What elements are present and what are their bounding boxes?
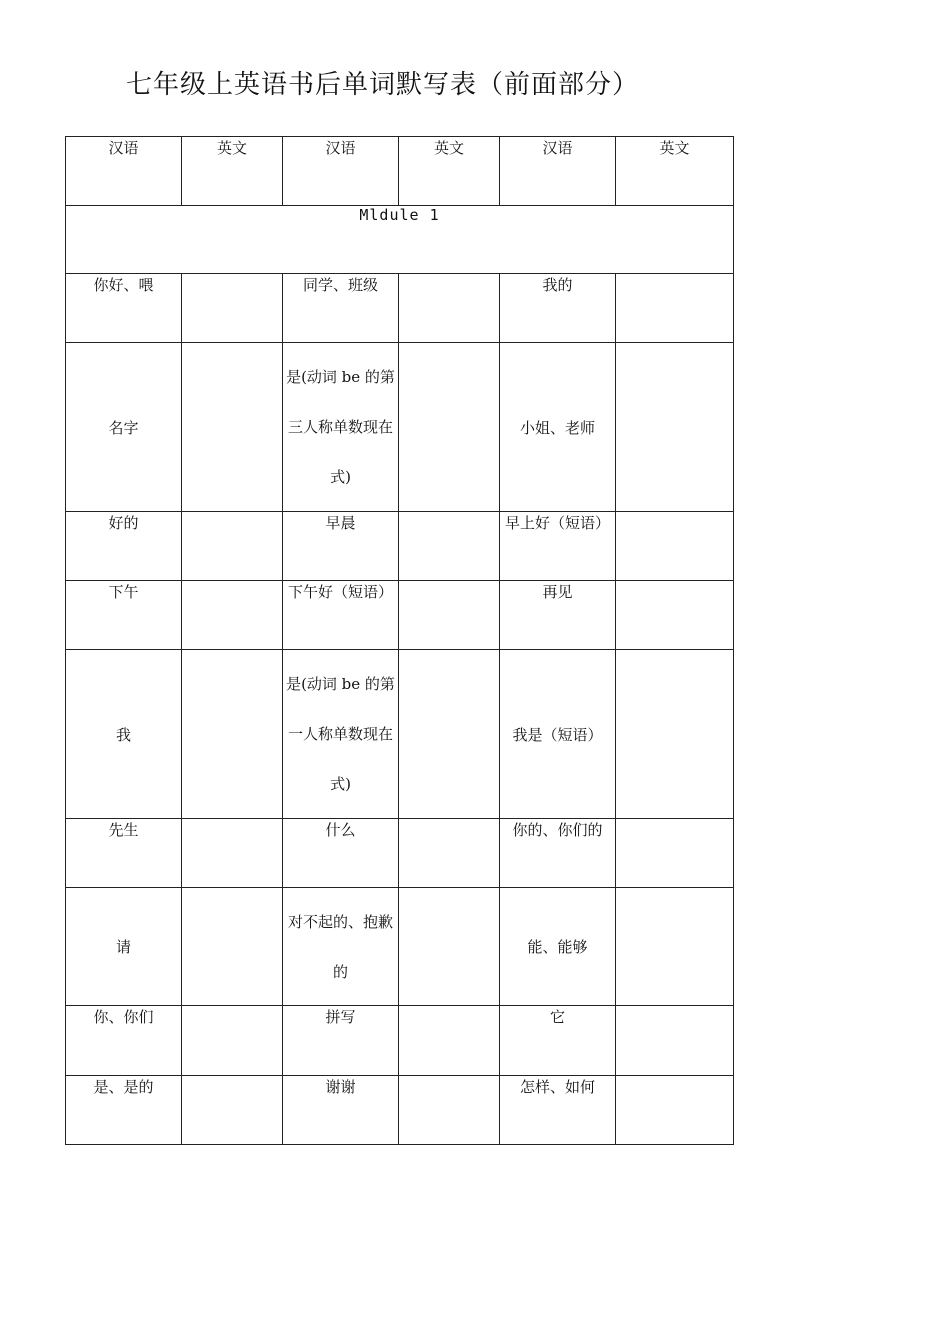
chinese-word: 你的、你们的 [500, 819, 616, 888]
table-row [66, 581, 734, 650]
english-answer-cell[interactable] [616, 650, 734, 819]
english-answer-cell[interactable] [399, 512, 500, 581]
header-chinese-2: 汉语 [283, 137, 399, 206]
header-chinese-1: 汉语 [66, 137, 182, 206]
english-answer-cell[interactable] [399, 343, 500, 512]
english-answer-cell[interactable] [182, 274, 283, 343]
english-answer-cell[interactable] [616, 819, 734, 888]
english-answer-cell[interactable] [182, 581, 283, 650]
module-row [66, 206, 734, 274]
table-row [66, 819, 734, 888]
english-answer-cell[interactable] [399, 650, 500, 819]
chinese-word: 下午好（短语） [283, 581, 399, 650]
english-answer-cell[interactable] [399, 1006, 500, 1076]
chinese-word: 你、你们 [66, 1006, 182, 1076]
chinese-word: 好的 [66, 512, 182, 581]
english-answer-cell[interactable] [616, 274, 734, 343]
chinese-word: 我的 [500, 274, 616, 343]
chinese-word: 我 [66, 650, 182, 819]
english-answer-cell[interactable] [399, 819, 500, 888]
english-answer-cell[interactable] [182, 888, 283, 1006]
english-answer-cell[interactable] [182, 512, 283, 581]
chinese-word: 是(动词 be 的第一人称单数现在式) [283, 650, 399, 819]
chinese-word: 下午 [66, 581, 182, 650]
table-row [66, 888, 734, 1006]
english-answer-cell[interactable] [616, 1006, 734, 1076]
english-answer-cell[interactable] [399, 581, 500, 650]
chinese-word: 是、是的 [66, 1076, 182, 1145]
english-answer-cell[interactable] [182, 1076, 283, 1145]
english-answer-cell[interactable] [616, 581, 734, 650]
table-header-row [66, 137, 734, 206]
english-answer-cell[interactable] [399, 274, 500, 343]
english-answer-cell[interactable] [182, 650, 283, 819]
english-answer-cell[interactable] [616, 1076, 734, 1145]
chinese-word: 再见 [500, 581, 616, 650]
chinese-word: 名字 [66, 343, 182, 512]
table-row [66, 650, 734, 819]
vocab-table [65, 136, 734, 1145]
page-title: 七年级上英语书后单词默写表（前面部分） [126, 70, 640, 100]
table-row [66, 512, 734, 581]
english-answer-cell[interactable] [399, 1076, 500, 1145]
english-answer-cell[interactable] [182, 1006, 283, 1076]
chinese-word: 小姐、老师 [500, 343, 616, 512]
english-answer-cell[interactable] [399, 888, 500, 1006]
header-english-2: 英文 [399, 137, 500, 206]
english-answer-cell[interactable] [616, 343, 734, 512]
table-row [66, 343, 734, 512]
english-answer-cell[interactable] [182, 819, 283, 888]
chinese-word: 是(动词 be 的第三人称单数现在式) [283, 343, 399, 512]
chinese-word: 我是（短语） [500, 650, 616, 819]
header-english-1: 英文 [182, 137, 283, 206]
table-row [66, 1006, 734, 1076]
table-row [66, 274, 734, 343]
chinese-word: 能、能够 [500, 888, 616, 1006]
chinese-word: 先生 [66, 819, 182, 888]
header-chinese-3: 汉语 [500, 137, 616, 206]
english-answer-cell[interactable] [182, 343, 283, 512]
chinese-word: 你好、喂 [66, 274, 182, 343]
chinese-word: 早晨 [283, 512, 399, 581]
chinese-word: 它 [500, 1006, 616, 1076]
header-english-3: 英文 [616, 137, 734, 206]
table-row [66, 1076, 734, 1145]
chinese-word: 早上好（短语） [500, 512, 616, 581]
chinese-word: 对不起的、抱歉的 [283, 888, 399, 1006]
english-answer-cell[interactable] [616, 888, 734, 1006]
english-answer-cell[interactable] [616, 512, 734, 581]
chinese-word: 请 [66, 888, 182, 1006]
module-label: Mldule 1 [66, 206, 734, 274]
chinese-word: 什么 [283, 819, 399, 888]
chinese-word: 怎样、如何 [500, 1076, 616, 1145]
chinese-word: 拼写 [283, 1006, 399, 1076]
chinese-word: 谢谢 [283, 1076, 399, 1145]
chinese-word: 同学、班级 [283, 274, 399, 343]
